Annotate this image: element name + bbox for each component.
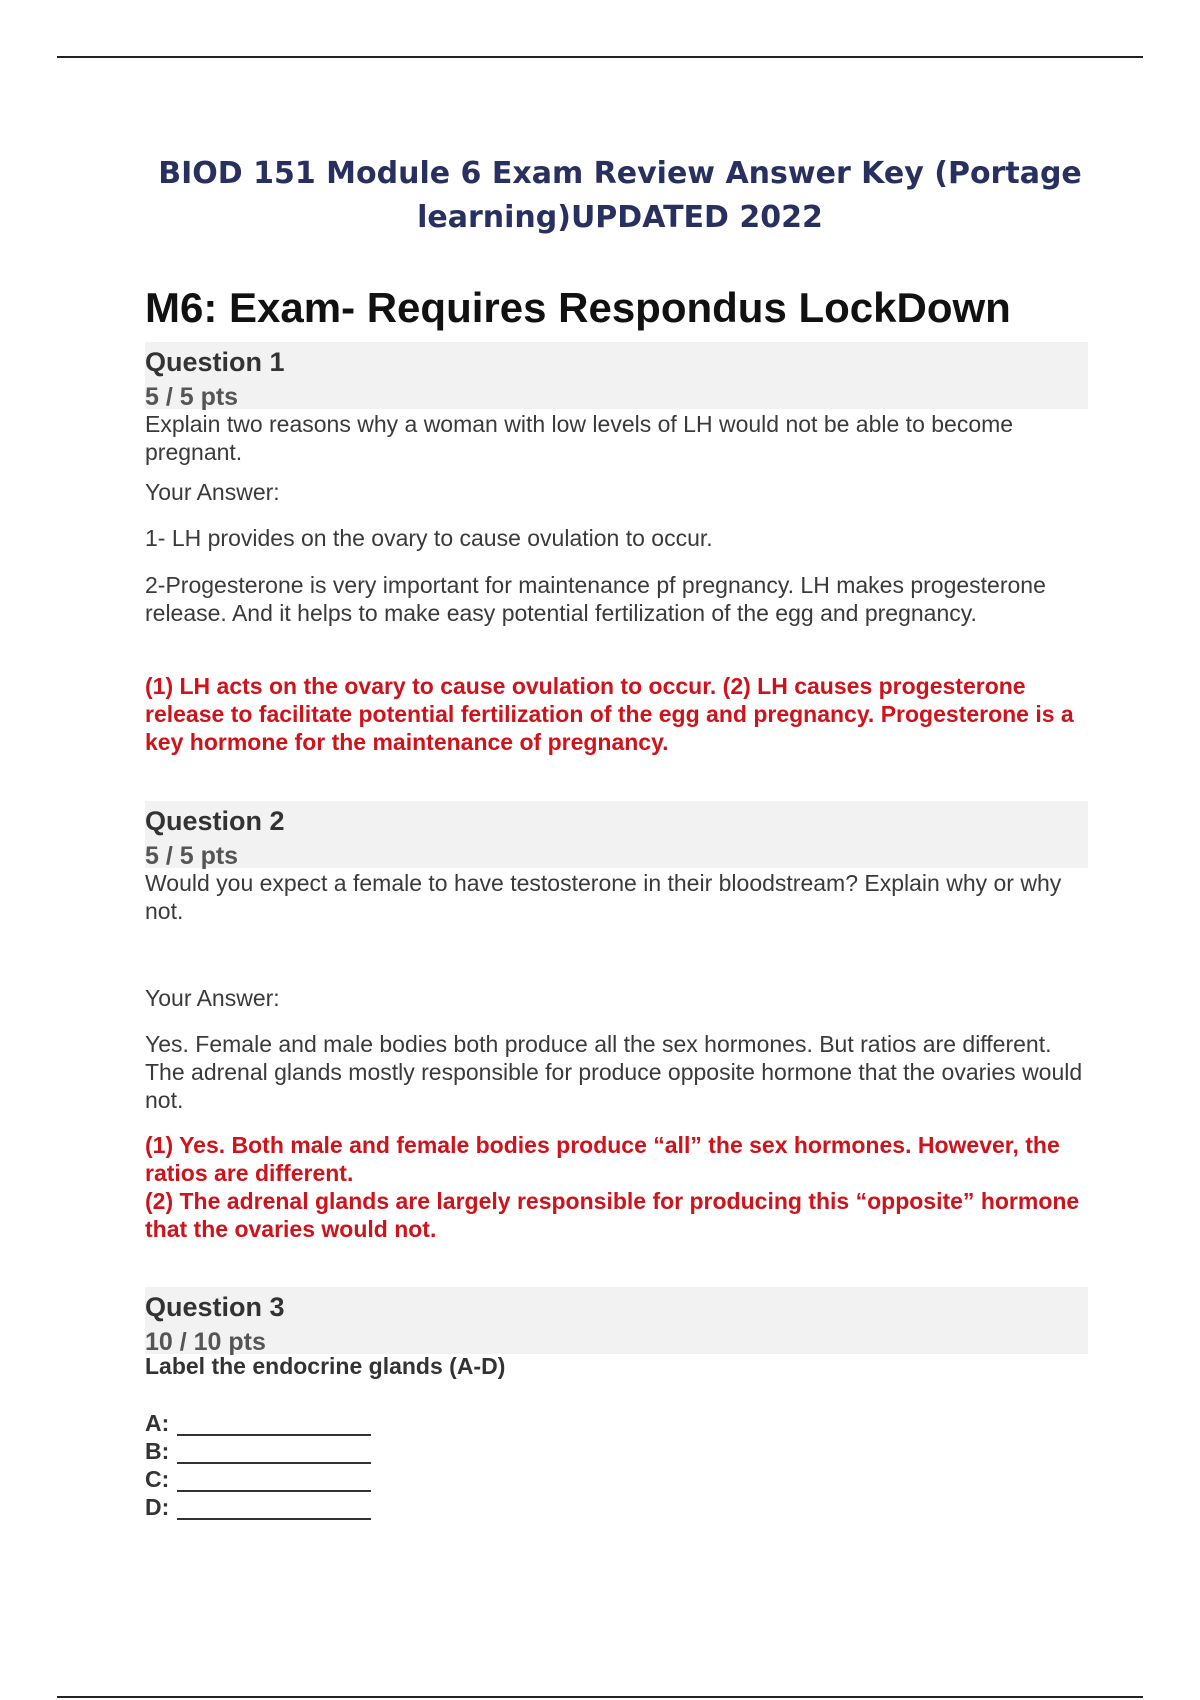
question-1-header — [145, 342, 1088, 409]
question-2-key-answer-1: (1) Yes. Both male and female bodies produce “all” the sex hormones. However, the ratios are different. — [145, 1132, 1060, 1186]
label-blank-d-letter: D: — [145, 1494, 170, 1520]
label-blank-c[interactable] — [145, 1465, 175, 1493]
document-title-line-1: BIOD 151 Module 6 Exam Review Answer Key (Portage — [158, 156, 1082, 191]
question-2-title: Question 2 — [145, 806, 285, 836]
exam-heading: M6: Exam- Requires Respondus LockDown — [145, 284, 1011, 331]
question-2-prompt: Would you expect a female to have testosterone in their bloodstream? Explain why or why not. — [145, 870, 1062, 924]
label-blank-c-line — [177, 1490, 371, 1492]
document-title — [120, 152, 1120, 240]
question-2-header — [145, 801, 1088, 868]
label-blank-b-line — [177, 1462, 371, 1464]
question-1-answer-paragraph-1: 1- LH provides on the ovary to cause ovulation to occur. — [145, 525, 713, 551]
question-2-points: 5 / 5 pts — [145, 842, 239, 870]
label-blank-b-letter: B: — [145, 1438, 170, 1464]
question-1-your-answer-label: Your Answer: — [145, 479, 280, 505]
question-2-key-answer-2: (2) The adrenal glands are largely responsible for producing this “opposite” hormone that the ovaries would not. — [145, 1188, 1080, 1242]
label-blank-d[interactable] — [145, 1493, 175, 1521]
question-3-title: Question 3 — [145, 1292, 285, 1322]
question-3-points: 10 / 10 pts — [145, 1328, 266, 1356]
label-blank-d-line — [177, 1518, 371, 1520]
question-1-points: 5 / 5 pts — [145, 383, 239, 411]
top-rule — [57, 56, 1143, 58]
question-1-key-answer: (1) LH acts on the ovary to cause ovulation to occur. (2) LH causes progesterone release to facilitate potential fertilization of the egg and pregnancy. Progesterone is a key hormone for the maintenance of pregnancy. — [145, 673, 1074, 755]
question-3-header — [145, 1287, 1088, 1354]
label-blank-a-letter: A: — [145, 1410, 170, 1436]
question-2-answer-paragraph-1: Yes. Female and male bodies both produce all the sex hormones. But ratios are different. The adrenal glands mostly responsible for produce opposite hormone that the ovaries would not. — [145, 1031, 1083, 1113]
question-2-your-answer-label: Your Answer: — [145, 985, 280, 1011]
document-title-line-2: learning)UPDATED 2022 — [417, 200, 823, 235]
label-blank-a-line — [177, 1434, 371, 1436]
question-1-prompt: Explain two reasons why a woman with low levels of LH would not be able to become pregnant. — [145, 411, 1014, 465]
question-1-answer-paragraph-2: 2-Progesterone is very important for maintenance pf pregnancy. LH makes progesterone release. And it helps to make easy potential fertilization of the egg and pregnancy. — [145, 572, 1046, 626]
bottom-rule — [57, 1696, 1143, 1698]
label-blank-b[interactable] — [145, 1437, 175, 1465]
label-blank-c-letter: C: — [145, 1466, 170, 1492]
label-blank-a[interactable] — [145, 1409, 175, 1437]
question-1-title: Question 1 — [145, 347, 285, 377]
question-3-prompt: Label the endocrine glands (A-D) — [145, 1353, 506, 1379]
